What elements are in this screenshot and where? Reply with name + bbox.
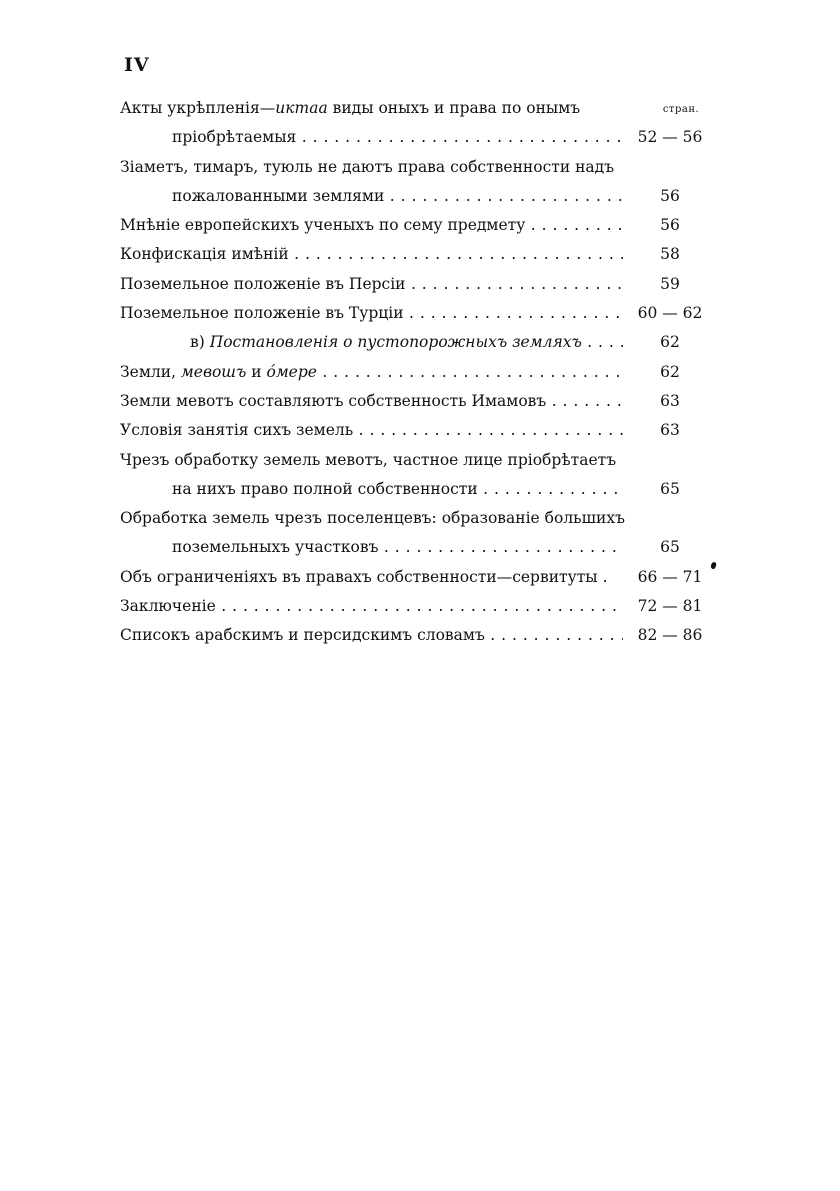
- toc-page-ref: 56: [660, 216, 680, 235]
- toc-page-ref: 62: [660, 333, 680, 352]
- toc-page-ref: 72 — 81: [637, 597, 703, 616]
- toc-entry: [120, 387, 720, 416]
- toc-entry: [120, 416, 720, 445]
- toc-entry-text: Акты укрѣпленія—иктаа виды оныхъ и права по онымъ: [120, 99, 581, 117]
- toc-entry: [120, 504, 720, 533]
- toc-page-ref: 52 — 56: [637, 128, 703, 147]
- toc-entry: [120, 621, 720, 650]
- toc-entry: [120, 328, 720, 357]
- toc-entry-text: Зіаметъ, тимаръ, туюль не даютъ права собственности надъ: [120, 157, 615, 176]
- toc-page-ref: 82 — 86: [637, 626, 703, 645]
- toc-page-ref: 63: [660, 391, 680, 410]
- toc-entry: [120, 240, 720, 269]
- toc-entry-text: пріобрѣтаемыя . . .: [172, 123, 623, 152]
- toc-entry: [120, 446, 720, 475]
- toc-page-ref: 65: [660, 479, 680, 498]
- toc-entry-text: в) Постановленія о пустопорожныхъ земляхъ . . .: [190, 328, 623, 357]
- toc-page-ref: 56: [660, 186, 680, 205]
- toc-page-ref: 63: [660, 421, 680, 440]
- toc-entry-text: поземельныхъ участковъ . . .: [172, 533, 623, 562]
- toc-entry-text: Земли, мевошъ и о́мере . . .: [120, 358, 623, 387]
- toc-entry-text: Поземельное положеніе въ Турціи . . .: [120, 299, 623, 328]
- toc-entry-text: Объ ограниченіяхъ въ правахъ собственности—сервитуты .: [120, 567, 608, 586]
- toc-entry-text: Поземельное положеніе въ Персіи . . .: [120, 270, 623, 299]
- page-number: IV: [124, 54, 150, 76]
- toc-entry: [120, 94, 720, 123]
- toc-page-ref: 65: [660, 538, 680, 557]
- toc-entry-text: Обработка земель чрезъ поселенцевъ: образованіе большихъ: [120, 509, 625, 528]
- toc-entry: [120, 358, 720, 387]
- toc-entry: [120, 592, 720, 621]
- toc-entry-text: Заключеніе . . .: [120, 592, 623, 621]
- toc-entry: [120, 563, 720, 592]
- toc-entry-text: Чрезъ обработку земель мевотъ, частное лице пріобрѣтаетъ: [120, 450, 617, 469]
- toc-entry: [120, 182, 720, 211]
- toc-entry-text: Списокъ арабскимъ и персидскимъ словамъ . . .: [120, 621, 623, 650]
- toc-entry-text: Земли мевотъ составляютъ собственность Имамовъ . . .: [120, 387, 623, 416]
- toc-entry: [120, 211, 720, 240]
- page-column-header: стран.: [662, 104, 700, 115]
- toc-entry: [120, 123, 720, 152]
- toc-entry-text: на нихъ право полной собственности . . .: [172, 475, 623, 504]
- toc-entry-text: Конфискація имѣній . . .: [120, 240, 623, 269]
- toc-entry: [120, 475, 720, 504]
- toc-entry-text: Мнѣніе европейскихъ ученыхъ по сему предмету . . .: [120, 211, 623, 240]
- toc-page-ref: 66 — 71: [637, 567, 703, 586]
- toc-entry: [120, 270, 720, 299]
- toc-page-ref: 58: [660, 245, 680, 264]
- toc-entry-text: Условія занятія сихъ земель . . .: [120, 416, 623, 445]
- toc-page-ref: 62: [660, 362, 680, 381]
- toc-page-ref: 60 — 62: [637, 304, 703, 323]
- toc-entry: [120, 153, 720, 182]
- toc-page-ref: 59: [660, 274, 680, 293]
- toc-entry: [120, 533, 720, 562]
- toc-entry: [120, 299, 720, 328]
- table-of-contents: [120, 94, 720, 651]
- toc-entry-text: пожалованными землями . . .: [172, 182, 623, 211]
